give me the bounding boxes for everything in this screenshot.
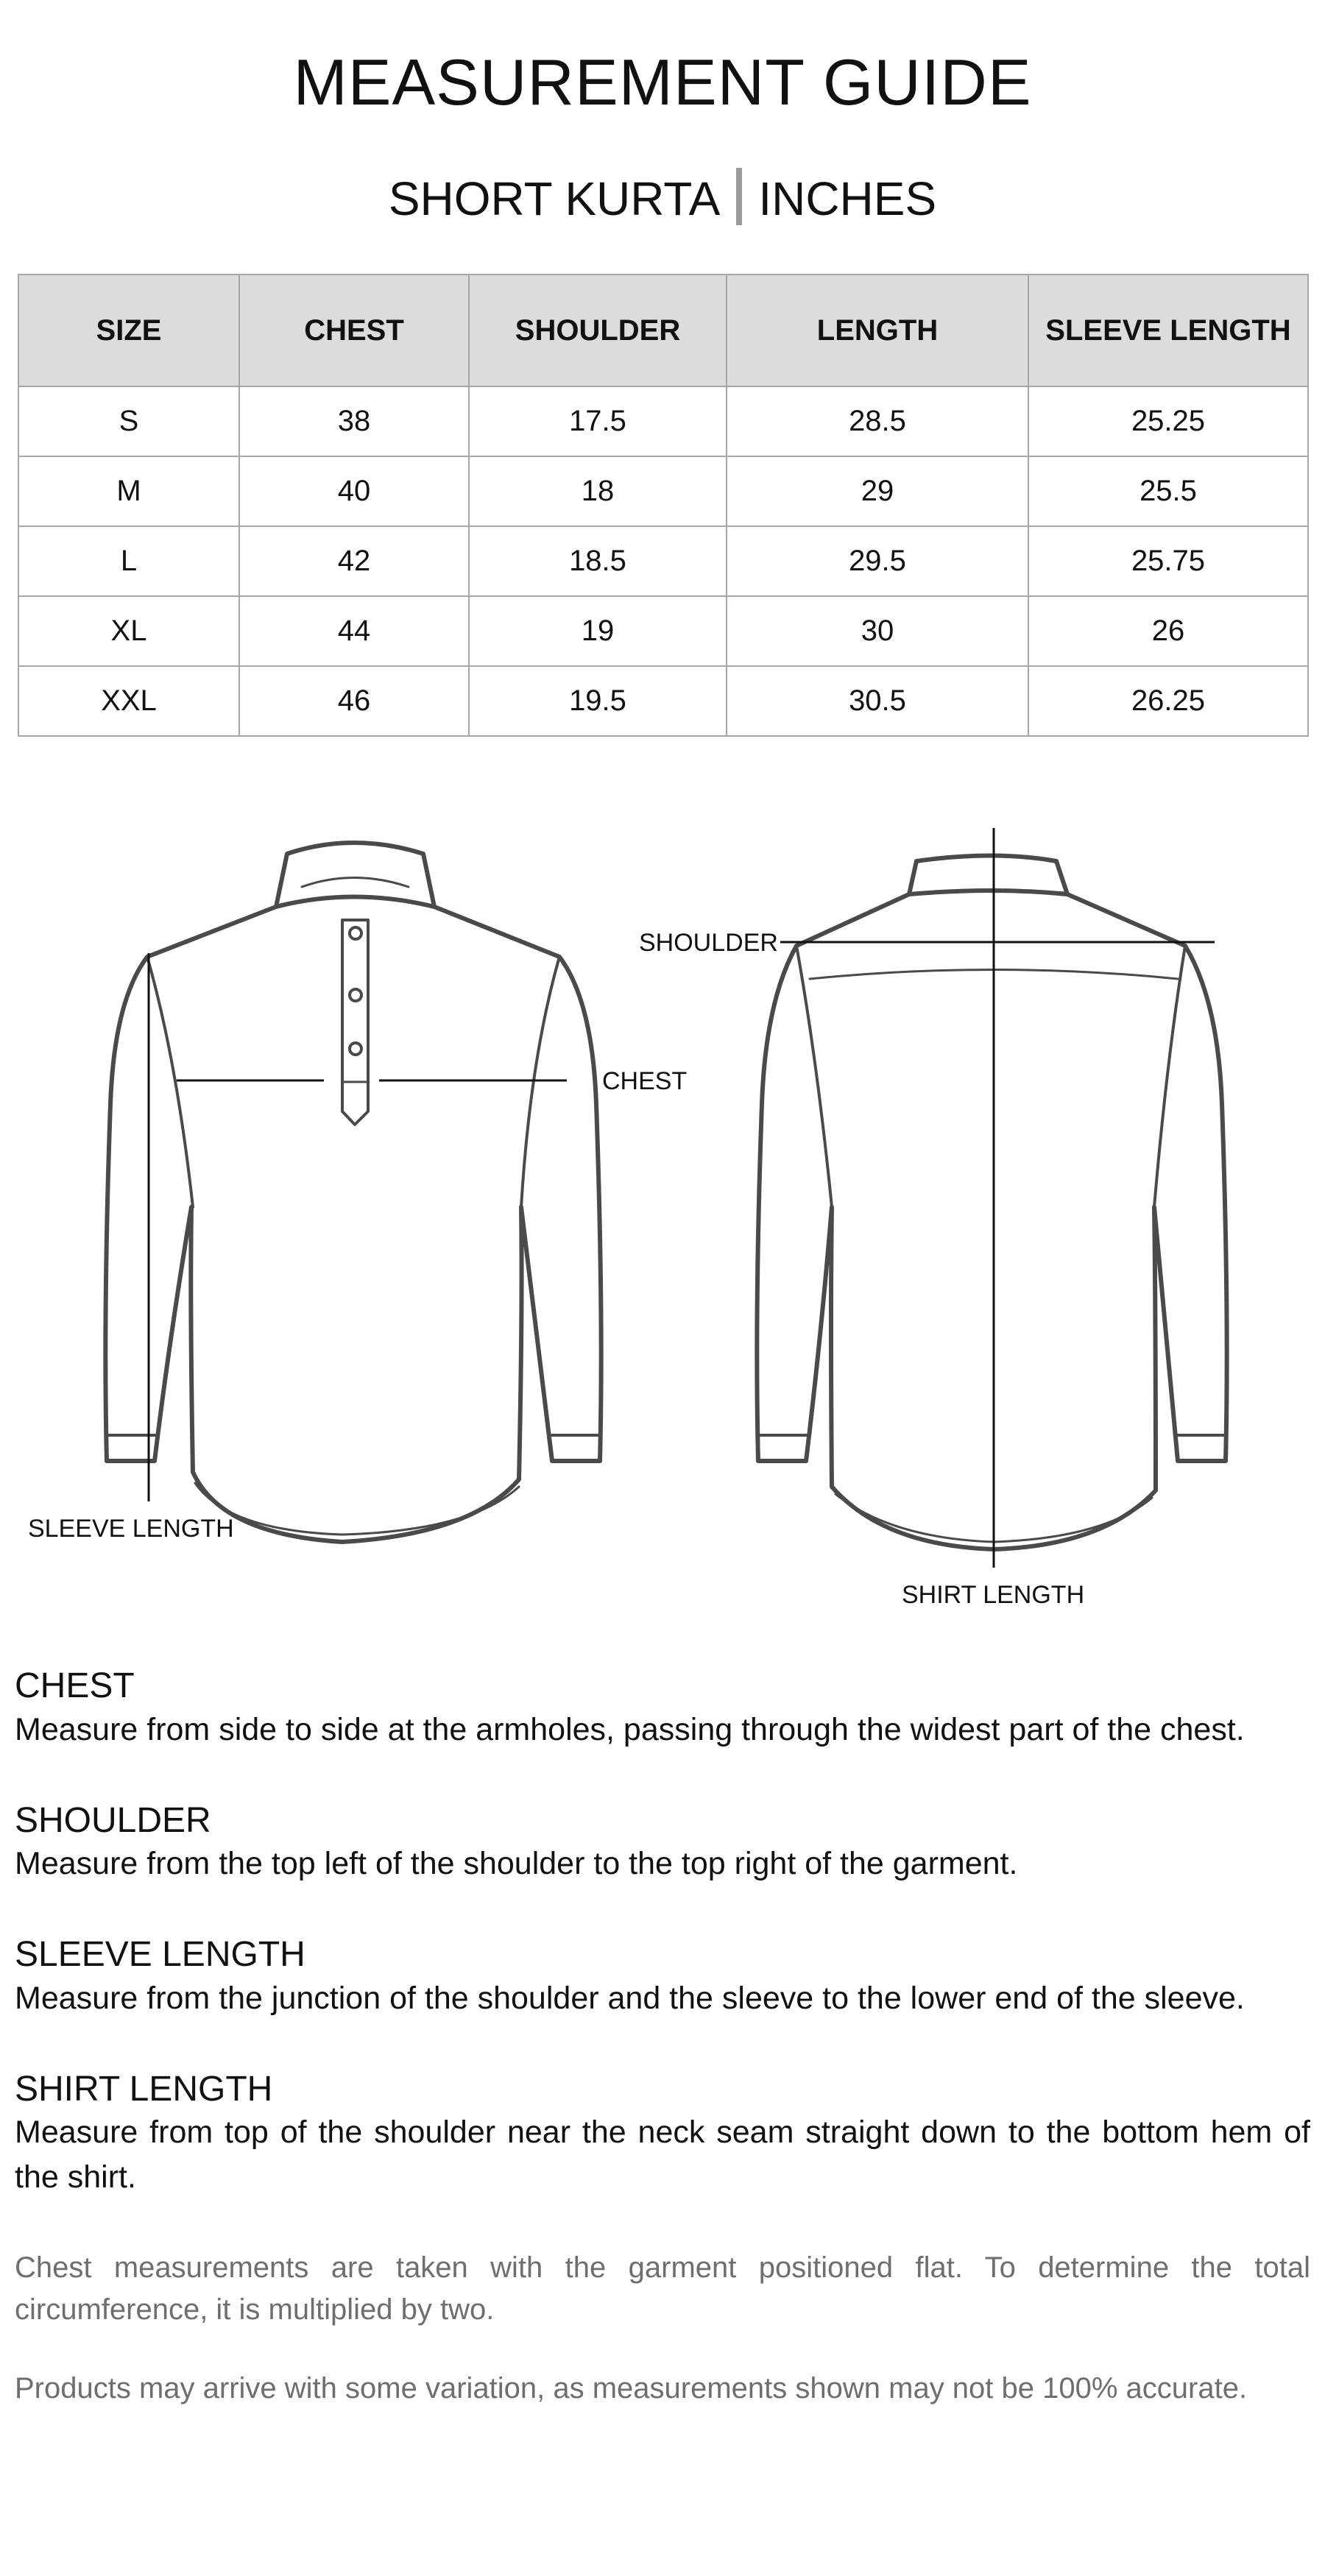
table-cell: 18.5 — [469, 526, 727, 596]
header-length: LENGTH — [727, 275, 1028, 386]
label-shoulder: SHOULDER — [639, 929, 778, 957]
table-cell: 40 — [239, 456, 469, 526]
table-header-row — [18, 275, 1308, 386]
table-cell: L — [18, 526, 239, 596]
front-measure-lines — [149, 953, 567, 1501]
table-cell: 17.5 — [469, 386, 727, 456]
section-heading-sleeve-length: SLEEVE LENGTH — [15, 1935, 305, 1975]
measurement-instructions — [15, 1665, 1310, 2446]
note-flat-measurement: Chest measurements are taken with the garment positioned flat. To determine the total circumference, it is multiplied by two. — [15, 2251, 1310, 2326]
product-name: SHORT KURTA — [388, 172, 721, 225]
table-cell: 25.25 — [1028, 386, 1308, 456]
table-row — [18, 456, 1308, 526]
subtitle-divider — [736, 168, 742, 225]
table-row — [18, 526, 1308, 596]
table-cell: M — [18, 456, 239, 526]
size-chart-table — [18, 274, 1309, 737]
note-variation-disclaimer: Products may arrive with some variation, as measurements shown may not be 100% accurate. — [15, 2372, 1248, 2405]
section-heading-shirt-length: SHIRT LENGTH — [15, 2069, 273, 2109]
table-cell: 46 — [239, 666, 469, 736]
table-cell: 26.25 — [1028, 666, 1308, 736]
table-cell: 29 — [727, 456, 1028, 526]
table-cell: XXL — [18, 666, 239, 736]
header-shoulder: SHOULDER — [469, 275, 727, 386]
table-cell: 30 — [727, 596, 1028, 666]
table-cell: 25.75 — [1028, 526, 1308, 596]
section-body-shoulder: Measure from the top left of the shoulder to the top right of the garment. — [15, 1846, 1018, 1882]
page-title: MEASUREMENT GUIDE — [293, 46, 1032, 118]
table-row — [18, 596, 1308, 666]
table-row — [18, 386, 1308, 456]
page-subtitle — [0, 168, 1325, 225]
table-cell: 44 — [239, 596, 469, 666]
back-measure-lines — [780, 828, 1215, 1568]
unit-label: INCHES — [758, 172, 937, 225]
section-body-sleeve-length: Measure from the junction of the shoulder and the sleeve to the lower end of the sleeve. — [15, 1980, 1245, 2016]
table-cell: XL — [18, 596, 239, 666]
table-cell: 19.5 — [469, 666, 727, 736]
section-body-chest: Measure from side to side at the armholes, passing through the widest part of the chest. — [15, 1711, 1245, 1747]
table-cell: 19 — [469, 596, 727, 666]
back-kurta-illustration — [757, 856, 1226, 1550]
table-cell: 29.5 — [727, 526, 1028, 596]
garment-diagram — [0, 795, 1325, 1641]
table-cell: 28.5 — [727, 386, 1028, 456]
section-heading-chest: CHEST — [15, 1666, 135, 1705]
label-sleeve-length: SLEEVE LENGTH — [28, 1515, 234, 1543]
label-chest: CHEST — [602, 1067, 688, 1095]
section-heading-shoulder: SHOULDER — [15, 1800, 211, 1840]
header-chest: CHEST — [239, 275, 469, 386]
header-sleeve-length: SLEEVE LENGTH — [1028, 275, 1308, 386]
section-body-shirt-length: Measure from top of the shoulder near the neck seam straight down to the bottom hem of the shirt. — [15, 2115, 1310, 2195]
table-cell: 30.5 — [727, 666, 1028, 736]
front-kurta-illustration — [105, 843, 601, 1542]
label-shirt-length: SHIRT LENGTH — [902, 1581, 1085, 1609]
table-cell: 26 — [1028, 596, 1308, 666]
header-size: SIZE — [18, 275, 239, 386]
table-cell: S — [18, 386, 239, 456]
table-cell: 18 — [469, 456, 727, 526]
table-cell: 42 — [239, 526, 469, 596]
table-cell: 25.5 — [1028, 456, 1308, 526]
table-row — [18, 666, 1308, 736]
table-cell: 38 — [239, 386, 469, 456]
